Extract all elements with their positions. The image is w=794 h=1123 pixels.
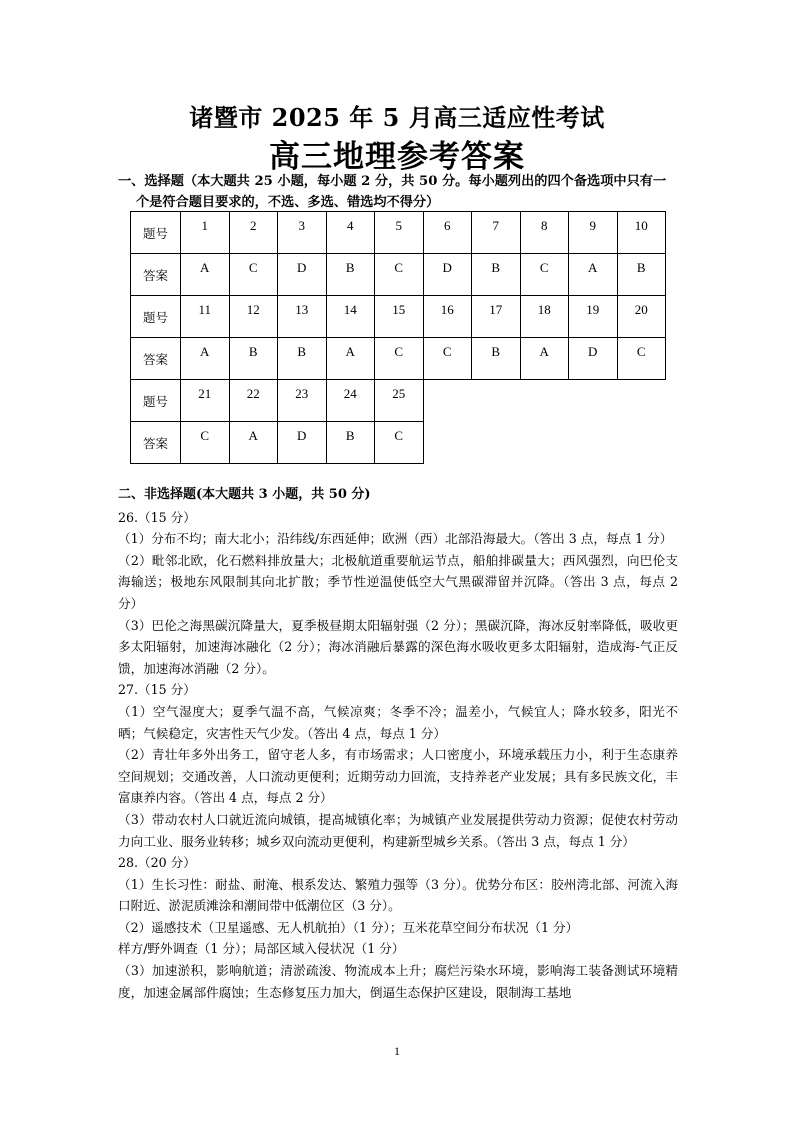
answer-cell <box>326 422 375 464</box>
question-number: 23 <box>295 386 309 401</box>
question-number-cell <box>569 212 618 254</box>
section2 <box>118 484 678 1003</box>
answer-label-cell: 答案 <box>131 254 181 296</box>
answer-value: B <box>491 344 501 359</box>
answer-value: C <box>394 428 404 443</box>
answer-value: D <box>442 260 452 275</box>
answer-cell <box>423 338 472 380</box>
answer-table <box>130 211 666 464</box>
section1-heading-line2: 个是符合题目要求的，不选、多选、错选均不得分） <box>136 195 440 210</box>
answer-value: C <box>636 344 646 359</box>
answer-cell <box>472 338 521 380</box>
question-number: 12 <box>246 302 260 317</box>
section1-heading-line1: 一、选择题（本大题共 25 小题，每小题 2 分，共 50 分。每小题列出的四个备选项中只有一 <box>118 174 667 189</box>
question-number: 10 <box>634 218 648 233</box>
answer-row <box>131 338 666 380</box>
question-number-cell <box>617 296 666 338</box>
question-number-row <box>131 380 666 422</box>
answer-value: D <box>297 428 307 443</box>
answer-row <box>131 254 666 296</box>
answer-value: B <box>345 260 355 275</box>
answer-cell <box>375 254 424 296</box>
answer-value: C <box>442 344 452 359</box>
answer-cell <box>229 338 278 380</box>
page-number: 1 <box>394 1044 400 1058</box>
answer-cell <box>617 338 666 380</box>
q28-part2: （2）遥感技术（卫星遥感、无人机航拍）（1 分）；互米花草空间分布状况（1 分） <box>118 919 579 935</box>
question-number: 16 <box>440 302 454 317</box>
empty-cell <box>617 380 666 422</box>
question-number: 17 <box>489 302 503 317</box>
answer-label-cell: 答案 <box>131 338 181 380</box>
question-number-cell <box>569 296 618 338</box>
q26-part2: （2）毗邻北欧，化石燃料排放量大；北极航道重要航运节点，船舶排碳量大；西风强烈，向巴伦支海输送；极地东风限制其向北扩散；季节性逆温使低空大气黑碳滞留并沉降。（答出 3 点，每点 2 分） <box>118 552 678 611</box>
question-number: 14 <box>343 302 357 317</box>
question-number: 6 <box>444 218 451 233</box>
question-number: 1 <box>201 218 208 233</box>
question-number-row <box>131 212 666 254</box>
answer-cell <box>278 422 327 464</box>
question-number-cell <box>617 212 666 254</box>
answer-cell <box>520 254 569 296</box>
question-number-cell <box>229 212 278 254</box>
question-number-cell <box>375 296 424 338</box>
question-number-cell <box>278 380 327 422</box>
q26-title: 26.（15 分） <box>118 509 196 525</box>
question-number-cell <box>423 296 472 338</box>
answer-cell <box>181 422 230 464</box>
answer-value: C <box>394 344 404 359</box>
question-number-cell <box>375 212 424 254</box>
question-number-cell <box>423 212 472 254</box>
question-number-cell <box>520 296 569 338</box>
answer-value: B <box>248 344 258 359</box>
question-number: 25 <box>392 386 406 401</box>
q28-part1: （1）生长习性：耐盐、耐淹、根系发达、繁殖力强等（3 分）。优势分布区：胶州湾北部、河流入海口附近、淤泥质滩涂和潮间带中低潮位区（3 分）。 <box>118 876 678 914</box>
empty-cell <box>569 380 618 422</box>
answer-value: B <box>636 260 646 275</box>
question-number: 18 <box>537 302 551 317</box>
answer-value: B <box>345 428 355 443</box>
question-number-cell <box>181 380 230 422</box>
answer-key-title: 高三地理参考答案 <box>269 139 525 175</box>
question-number: 9 <box>589 218 596 233</box>
answer-value: C <box>539 260 549 275</box>
question-number-cell <box>375 380 424 422</box>
answer-value: D <box>588 344 598 359</box>
answer-cell <box>181 254 230 296</box>
empty-cell <box>520 380 569 422</box>
question-number: 7 <box>492 218 499 233</box>
answer-value: A <box>588 260 598 275</box>
question-number: 20 <box>634 302 648 317</box>
answer-row <box>131 422 666 464</box>
question-number: 22 <box>246 386 260 401</box>
answer-cell <box>181 338 230 380</box>
section1-heading <box>118 171 688 213</box>
question-number: 24 <box>343 386 357 401</box>
question-number: 11 <box>198 302 212 317</box>
question-label-cell: 题号 <box>131 380 181 422</box>
question-label-cell: 题号 <box>131 212 181 254</box>
answer-cell <box>375 422 424 464</box>
answer-cell <box>229 254 278 296</box>
answer-label-cell: 答案 <box>131 422 181 464</box>
q27-part2: （2）青壮年多外出务工，留守老人多，有市场需求；人口密度小，环境承载压力小，利于生态康养空间规划；交通改善，人口流动更便利；近期劳动力回流，支持养老产业发展；具有多民族文化，丰富康养内容。（答出 4 点，每点 2 分） <box>118 747 678 806</box>
question-number-cell <box>278 212 327 254</box>
question-number-cell <box>472 212 521 254</box>
question-number-cell <box>326 296 375 338</box>
answer-cell <box>520 338 569 380</box>
answer-cell <box>423 254 472 296</box>
q27-title: 27.（15 分） <box>118 682 196 698</box>
answer-value: C <box>394 260 404 275</box>
q27-part3: （3）带动农村人口就近流向城镇，提高城镇化率；为城镇产业发展提供劳动力资源；促使农村劳动力向工业、服务业转移；城乡双向流动更便利，构建新型城乡关系。（答出 3 点，每点 1 分） <box>118 811 678 849</box>
empty-cell <box>520 422 569 464</box>
answer-cell <box>569 254 618 296</box>
exam-title: 诸暨市 2025 年 5 月高三适应性考试 <box>189 103 605 132</box>
answer-value: C <box>200 428 210 443</box>
answer-cell <box>569 338 618 380</box>
empty-cell <box>472 380 521 422</box>
question-number: 8 <box>541 218 548 233</box>
answer-cell <box>617 254 666 296</box>
question-number-cell <box>229 296 278 338</box>
q27-part1: （1）空气湿度大；夏季气温不高，气候凉爽；冬季不冷；温差小，气候宜人；降水较多，阳光不晒；气候稳定，灾害性天气少发。（答出 4 点，每点 1 分） <box>118 703 678 741</box>
answer-cell <box>326 254 375 296</box>
question-number: 2 <box>250 218 257 233</box>
answer-value: A <box>345 344 355 359</box>
q28-part2b: 样方/野外调查（1 分）；局部区域入侵状况（1 分） <box>118 941 405 957</box>
empty-cell <box>617 422 666 464</box>
question-number: 15 <box>392 302 406 317</box>
answer-value: C <box>248 260 258 275</box>
question-number-cell <box>229 380 278 422</box>
empty-cell <box>423 380 472 422</box>
answer-value: A <box>248 428 258 443</box>
question-number-row <box>131 296 666 338</box>
section2-heading: 二、非选择题(本大题共 3 小题，共 50 分) <box>118 487 371 502</box>
empty-cell <box>472 422 521 464</box>
question-number-cell <box>181 296 230 338</box>
answer-value: A <box>539 344 549 359</box>
question-number-cell <box>326 212 375 254</box>
question-number: 13 <box>295 302 309 317</box>
answer-cell <box>278 338 327 380</box>
q26-part1: （1）分布不均；南大北小；沿纬线/东西延伸；欧洲（西）北部沿海最大。（答出 3 点，每点 1 分） <box>118 531 673 547</box>
empty-cell <box>423 422 472 464</box>
question-number: 4 <box>347 218 354 233</box>
q26-part3: （3）巴伦之海黑碳沉降量大，夏季极昼期太阳辐射强（2 分）；黑碳沉降，海冰反射率降低，吸收更多太阳辐射，加速海冰融化（2 分）；海冰消融后暴露的深色海水吸收更多太阳辐射，造成海-气正反馈，加速海冰消融（2 分）。 <box>118 617 678 676</box>
q28-title: 28.（20 分） <box>118 855 196 871</box>
answer-cell <box>278 254 327 296</box>
answer-cell <box>229 422 278 464</box>
answer-cell <box>472 254 521 296</box>
question-number-cell <box>278 296 327 338</box>
question-label-cell: 题号 <box>131 296 181 338</box>
empty-cell <box>569 422 618 464</box>
answer-value: A <box>200 260 210 275</box>
question-number-cell <box>520 212 569 254</box>
answer-value: A <box>200 344 210 359</box>
answer-value: B <box>491 260 501 275</box>
answer-value: D <box>297 260 307 275</box>
question-number: 5 <box>395 218 402 233</box>
question-number-cell <box>472 296 521 338</box>
answer-value: B <box>297 344 307 359</box>
question-number-cell <box>326 380 375 422</box>
question-number: 21 <box>198 386 212 401</box>
answer-cell <box>326 338 375 380</box>
answer-cell <box>375 338 424 380</box>
q28-part3: （3）加速淤积，影响航道；清淤疏浚、物流成本上升；腐烂污染水环境，影响海工装备测试环境精度，加速金属部件腐蚀；生态修复压力加大，倒逼生态保护区建设，限制海工基地 <box>118 963 678 1000</box>
question-number: 3 <box>298 218 305 233</box>
question-number: 19 <box>586 302 600 317</box>
question-number-cell <box>181 212 230 254</box>
